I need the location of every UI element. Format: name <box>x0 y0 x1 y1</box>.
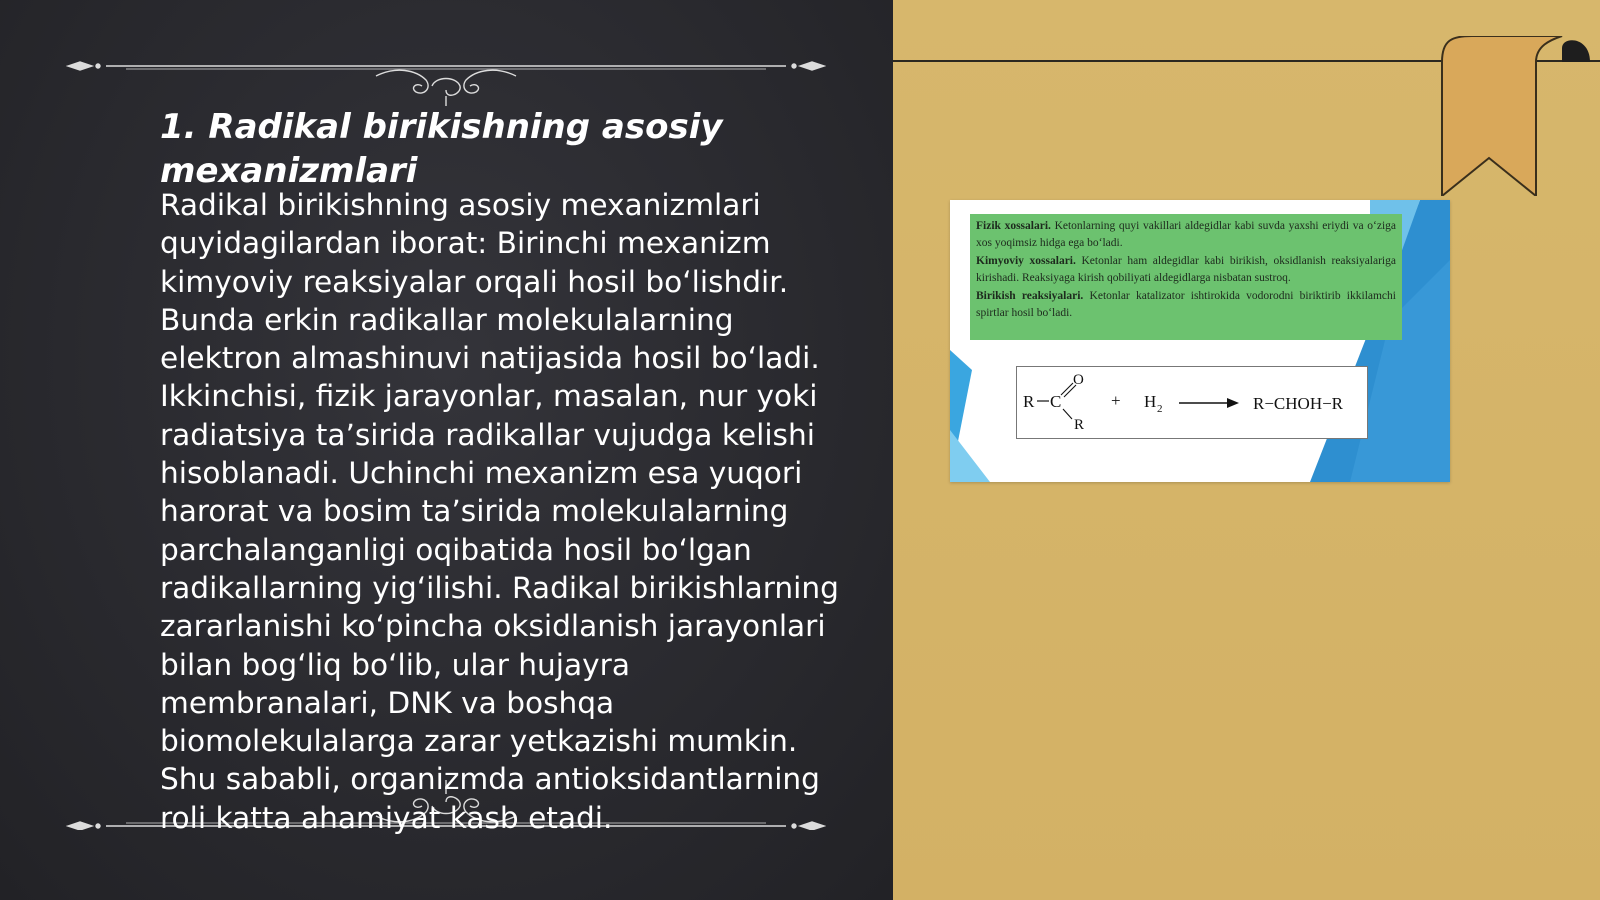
reaction-equation <box>1017 367 1369 440</box>
top-ornament-divider <box>66 56 826 106</box>
addition-reactions-label: Birikish reaksiyalari. <box>976 289 1084 302</box>
addition-reactions-text: Ketonlar katalizator ishtirokida vodorodni biriktirib ikkilamchi spirtlar hosil bo‘ladi. <box>976 289 1396 320</box>
reactant-r2-label: R <box>1074 417 1085 433</box>
reaction-equation-box <box>1016 366 1368 439</box>
reaction-arrow-icon <box>1227 398 1239 408</box>
bookmark-ribbon <box>1432 36 1592 196</box>
chemical-properties-label: Kimyoviy xossalari. <box>976 254 1076 267</box>
reactant-c-label: C <box>1050 392 1062 411</box>
hydrogen-subscript: 2 <box>1157 403 1163 415</box>
hydrogen-label: H <box>1144 392 1157 411</box>
physical-properties-label: Fizik xossalari. <box>976 220 1051 232</box>
oxygen-label: O <box>1073 372 1084 388</box>
textbook-figure <box>950 200 1450 482</box>
properties-text-block <box>970 214 1402 340</box>
plus-sign: + <box>1111 391 1121 410</box>
physical-properties-text: Ketonlarning quyi vakillari aldegidlar kabi suvda yaxshi eriydi va o‘ziga xos yoqimsiz hidga ega bo‘ladi. <box>976 220 1396 250</box>
chemical-properties-text: Ketonlar ham aldegidlar kabi birikish, oksidlanish reaksiyalariga kirishadi. Reaksiyaga kirish qobiliyati aldegidlarga nisbatan sustroq. <box>976 254 1396 285</box>
slide-title: 1. Radikal birikishning asosiy mexanizmlari <box>160 107 723 191</box>
product-label: R−CHOH−R <box>1253 394 1344 413</box>
slide-body-text: Radikal birikishning asosiy mexanizmlari quyidagilardan iborat: Birinchi mexanizm kimyoviy reaksiyalar orqali hosil bo‘lishdir. Bunda erkin radikallar molekulalarning elektron almashinuvi natijasida hosil bo‘ladi. Ikkinchisi, fizik jarayonlar, masalan, nur yoki radiatsiya ta’sirida radikallar vujudga kelishi hisoblanadi. Uchinchi mexanizm esa yuqori harorat va bosim ta’sirida molekulalarning parchalanganligi oqibatida hosil bo‘lgan radikallarning yig‘ilishi. Radikal birikishlarning zararlanishi ko‘pincha oksidlanish jarayonlari bilan bog‘liq bo‘lib, ular hujayra membranalari, DNK va boshqa biomolekulalarga zarar yetkazishi mumkin. Shu sababli, organizmda antioksidantlarning roli katta ahamiyat kasb etadi. <box>160 188 839 835</box>
reactant-r-label: R <box>1023 392 1035 411</box>
